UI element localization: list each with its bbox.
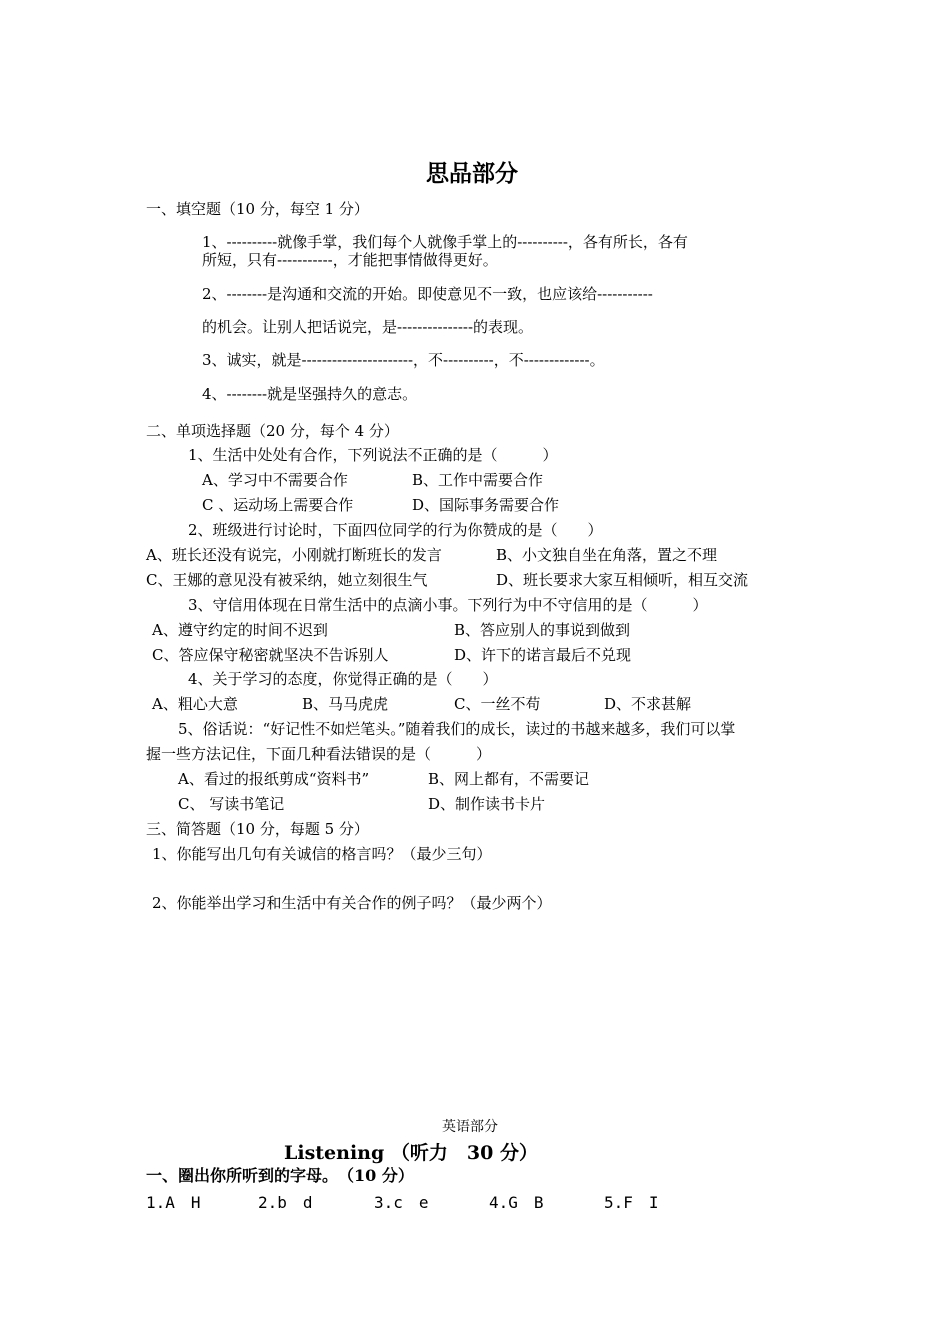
choice-1-option-c: C 、运动场上需要合作 <box>202 496 354 514</box>
choice-5-option-d: D、制作读书卡片 <box>428 795 546 813</box>
fill-question-4: 4、--------就是坚强持久的意志。 <box>202 385 418 403</box>
choice-3-option-d: D、许下的诺言最后不兑现 <box>454 646 632 664</box>
choice-1-option-d: D、国际事务需要合作 <box>412 496 560 514</box>
short-answer-question-2: 2、你能举出学习和生活中有关合作的例子吗？（最少两个） <box>152 894 552 912</box>
section-3-heading: 三、简答题（10 分，每题 5 分） <box>146 820 369 838</box>
choice-1-option-b: B、工作中需要合作 <box>412 471 544 489</box>
letter-pair-4: 4.G B <box>489 1193 544 1212</box>
letter-pair-3: 3.c e <box>374 1193 429 1212</box>
choice-4-option-c: C、一丝不苟 <box>454 695 541 713</box>
section-2-heading: 二、单项选择题（20 分，每个 4 分） <box>146 422 399 440</box>
choice-2-option-a: A、班长还没有说完，小刚就打断班长的发言 <box>146 546 442 564</box>
section-1-heading: 一、填空题（10 分，每空 1 分） <box>146 200 369 218</box>
choice-5-option-a: A、看过的报纸剪成“资料书” <box>178 770 370 788</box>
choice-question-5-line-1: 5、俗话说：“好记性不如烂笔头。”随着我们的成长，读过的书越来越多，我们可以掌 <box>178 720 736 738</box>
letter-pair-5: 5.F I <box>604 1193 659 1212</box>
choice-question-3: 3、守信用体现在日常生活中的点滴小事。下列行为中不守信用的是（ ） <box>188 596 708 614</box>
fill-question-1-line-1: 1、----------就像手掌，我们每个人就像手掌上的----------，各有所长，各有 <box>202 233 688 251</box>
english-section-label: 英语部分 <box>442 1119 498 1135</box>
fill-question-2-line-2: 的机会。让别人把话说完，是---------------的表现。 <box>202 318 534 336</box>
choice-question-2: 2、班级进行讨论时，下面四位同学的行为你赞成的是（ ） <box>188 521 603 539</box>
choice-4-option-b: B、马马虎虎 <box>302 695 389 713</box>
choice-question-4: 4、关于学习的态度，你觉得正确的是（ ） <box>188 670 498 688</box>
listening-heading: Listening （听力 30 分） <box>284 1142 538 1164</box>
choice-question-1: 1、生活中处处有合作，下列说法不正确的是（ ） <box>188 446 558 464</box>
short-answer-question-1: 1、你能写出几句有关诚信的格言吗？（最少三句） <box>152 845 492 863</box>
choice-2-option-b: B、小文独自坐在角落，置之不理 <box>496 546 718 564</box>
choice-2-option-c: C、王娜的意见没有被采纳，她立刻很生气 <box>146 571 428 589</box>
choice-3-option-c: C、答应保守秘密就坚决不告诉别人 <box>152 646 389 664</box>
circle-letters-heading: 一、圈出你所听到的字母。 （10 分） <box>146 1166 414 1185</box>
choice-3-option-b: B、答应别人的事说到做到 <box>454 621 631 639</box>
letter-pair-2: 2.b d <box>258 1193 313 1212</box>
choice-4-option-a: A、粗心大意 <box>152 695 238 713</box>
civics-title: 思品部分 <box>426 161 518 187</box>
choice-3-option-a: A、遵守约定的时间不迟到 <box>152 621 328 639</box>
fill-question-1-line-2: 所短，只有-----------，才能把事情做得更好。 <box>202 251 498 269</box>
choice-4-option-d: D、不求甚解 <box>604 695 692 713</box>
choice-5-option-c: C、 写读书笔记 <box>178 795 285 813</box>
fill-question-2-line-1: 2、--------是沟通和交流的开始。即使意见不一致，也应该给----------- <box>202 285 653 303</box>
choice-1-option-a: A、学习中不需要合作 <box>202 471 348 489</box>
choice-5-option-b: B、网上都有，不需要记 <box>428 770 590 788</box>
choice-2-option-d: D、班长要求大家互相倾听，相互交流 <box>496 571 749 589</box>
letter-pair-1: 1.A H <box>146 1193 201 1212</box>
choice-question-5-line-2: 握一些方法记住，下面几种看法错误的是（ ） <box>146 745 492 763</box>
fill-question-3: 3、诚实，就是----------------------，不----------，不-------------。 <box>202 351 605 369</box>
